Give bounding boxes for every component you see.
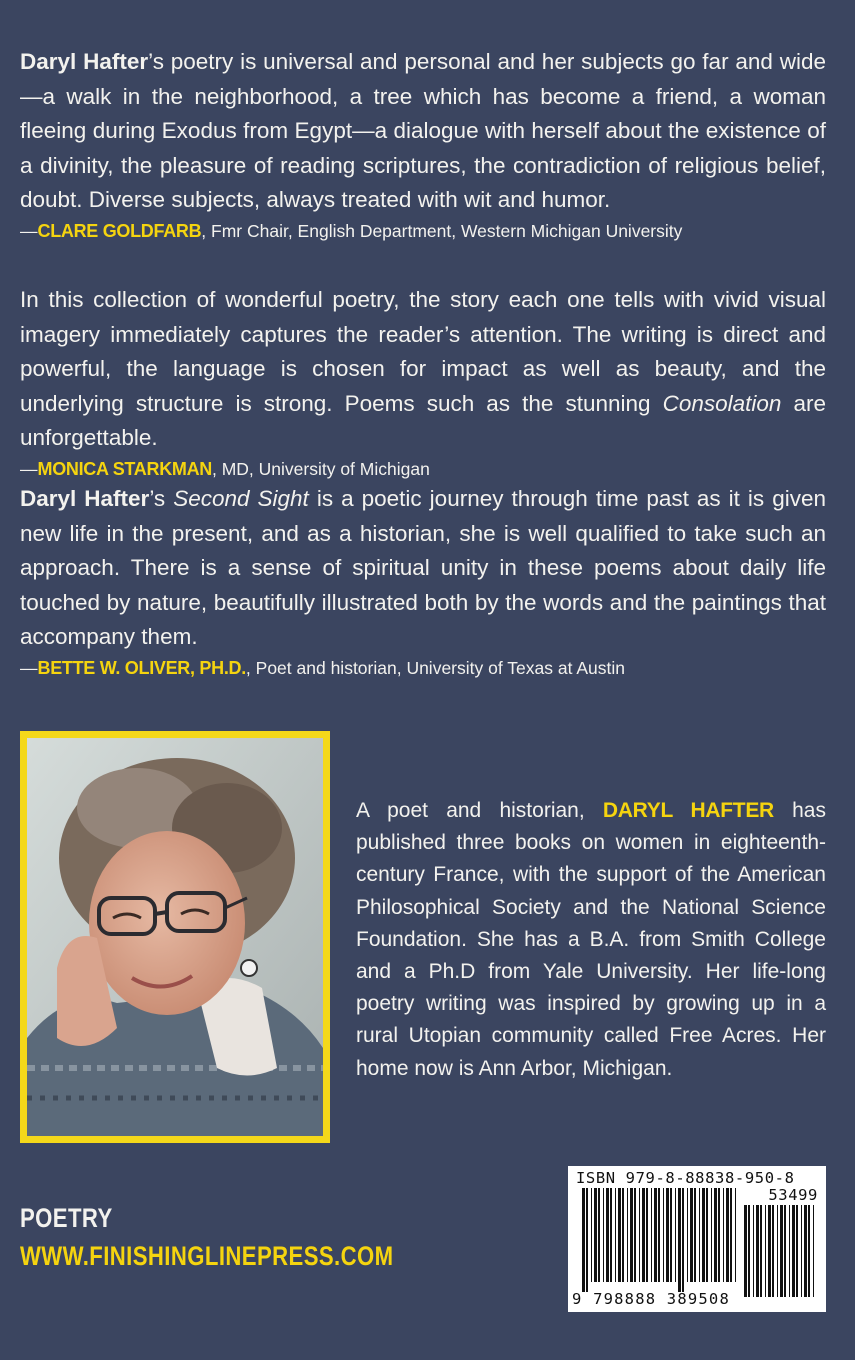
barcode-bar — [651, 1188, 652, 1282]
review-text: Daryl Hafter’s Second Sight is a poetic journey through time past as it is given new life in the present, and as a historian, she is well qualified to take such an approach. There is a sense of spiritual unity in these poems about daily life touched by nature, beautifully illustrated both by the words and the paintings that accompany them. — [20, 486, 826, 649]
barcode-bar — [658, 1188, 660, 1282]
barcode-bar — [639, 1188, 640, 1282]
review-attribution: —CLARE GOLDFARB, Fmr Chair, English Department, Western Michigan University — [20, 220, 683, 241]
review-attribution: —BETTE W. OLIVER, PH.D., Poet and historian, University of Texas at Austin — [20, 657, 625, 678]
barcode-bar — [768, 1205, 771, 1297]
author-portrait-illustration — [27, 738, 323, 1136]
reviewer-name: CLARE GOLDFARB — [37, 220, 202, 241]
barcode-bar — [622, 1188, 624, 1282]
barcode-bar — [796, 1205, 798, 1297]
barcode-bar — [804, 1205, 807, 1297]
barcode-bar — [670, 1188, 672, 1282]
review-text: In this collection of wonderful poetry, the story each one tells with vivid visual imagery immediately captures the reader’s attention. The writing is direct and powerful, the language is chosen for impact as well as beauty, and the underlying structure is strong. Poems such as the stunning Consolation are unforgettable. — [20, 287, 826, 450]
barcode-bar — [627, 1188, 628, 1282]
review-bette-oliver — [20, 482, 826, 681]
author-name-highlight: DARYL HAFTER — [602, 799, 774, 822]
barcode-bar — [718, 1188, 720, 1282]
barcode-bar — [654, 1188, 657, 1282]
barcode-bar — [777, 1205, 778, 1297]
book-title: Second Sight — [173, 486, 309, 511]
isbn-number: ISBN 979-8-88838-950-8 — [576, 1169, 795, 1187]
review-monica-starkman — [20, 283, 826, 482]
barcode-bar — [615, 1188, 616, 1282]
ean-number: 9 798888 389508 — [572, 1290, 730, 1308]
price-addon-code: 53499 — [768, 1186, 818, 1204]
barcode-bar — [756, 1205, 759, 1297]
review-clare-goldfarb — [20, 45, 826, 244]
barcode-bar — [726, 1188, 729, 1282]
barcode-bar — [765, 1205, 766, 1297]
barcode-bar — [690, 1188, 693, 1282]
barcode-bar — [744, 1205, 747, 1297]
barcode-bar — [663, 1188, 664, 1282]
author-name: Daryl Hafter — [20, 486, 150, 511]
barcode-bar — [675, 1188, 676, 1282]
review-attribution: —MONICA STARKMAN, MD, University of Michigan — [20, 458, 430, 479]
barcode-bar — [730, 1188, 732, 1282]
barcode-bar — [789, 1205, 790, 1297]
publisher-website: WWW.FINISHINGLINEPRESS.COM — [20, 1241, 394, 1271]
addon-barcode-bars — [744, 1205, 816, 1307]
barcode-bar — [780, 1205, 783, 1297]
barcode-bar — [594, 1188, 597, 1282]
barcode-bar — [666, 1188, 669, 1282]
barcode-bar — [711, 1188, 712, 1282]
barcode-bar — [772, 1205, 774, 1297]
barcode-bar — [714, 1188, 717, 1282]
barcode-bar — [603, 1188, 604, 1282]
author-photo-frame — [20, 731, 330, 1143]
barcode-bar — [687, 1188, 688, 1282]
barcode-bar — [598, 1188, 600, 1282]
reviewer-affiliation: , Poet and historian, University of Texas at Austin — [245, 657, 625, 678]
barcode-bar — [753, 1205, 754, 1297]
barcode-bar — [618, 1188, 621, 1282]
barcode-bar — [801, 1205, 802, 1297]
genre-label: POETRY — [20, 1203, 113, 1233]
barcode-bar — [606, 1188, 609, 1282]
author-bio: A poet and historian, DARYL HAFTER has published three books on women in eighteenth-century France, with the support of the American Philosophical Society and the National Science Foundation. She has a B.A. from Smith College and a Ph.D from Yale University. Her life-long poetry writing was inspired by growing up in a rural Utopian community called Free Acres. Her home now is Ann Arbor, Michigan. — [356, 799, 826, 1080]
author-name: Daryl Hafter — [20, 49, 149, 74]
barcode-bar — [702, 1188, 705, 1282]
barcode-bar — [646, 1188, 648, 1282]
barcode-bar — [792, 1205, 795, 1297]
barcode-bar — [634, 1188, 636, 1282]
barcode-bar — [582, 1188, 585, 1292]
barcode-bar — [678, 1188, 681, 1292]
barcode-bar — [630, 1188, 633, 1282]
ean-barcode-bars — [582, 1188, 736, 1292]
barcode-bar — [586, 1188, 588, 1292]
barcode-bar — [706, 1188, 708, 1282]
barcode-bar — [735, 1188, 736, 1282]
poem-title: Consolation — [662, 390, 782, 416]
isbn-barcode — [568, 1166, 826, 1312]
barcode-bar — [610, 1188, 612, 1282]
reviewer-name: MONICA STARKMAN — [37, 458, 212, 479]
barcode-bar — [682, 1188, 684, 1292]
barcode-bar — [642, 1188, 645, 1282]
barcode-bar — [748, 1205, 750, 1297]
barcode-bar — [699, 1188, 700, 1282]
barcode-bar — [808, 1205, 810, 1297]
barcode-bar — [591, 1188, 592, 1282]
reviewer-affiliation: , Fmr Chair, English Department, Western Michigan University — [201, 220, 683, 241]
barcode-bar — [723, 1188, 724, 1282]
barcode-bar — [760, 1205, 762, 1297]
author-photo — [27, 738, 323, 1136]
barcode-bar — [694, 1188, 696, 1282]
review-text: Daryl Hafter’s poetry is universal and personal and her subjects go far and wide—a walk in the neighborhood, a tree which has become a friend, a woman fleeing during Exodus from Egypt—a dialogue with herself about the existence of a divinity, the pleasure of reading scriptures, the contradiction of religious belief, doubt. Diverse subjects, always treated with wit and humor. — [20, 49, 826, 212]
reviewer-name: BETTE W. OLIVER, PH.D. — [37, 657, 246, 678]
barcode-bar — [784, 1205, 786, 1297]
barcode-bar — [813, 1205, 814, 1297]
reviewer-affiliation: , MD, University of Michigan — [211, 458, 430, 479]
